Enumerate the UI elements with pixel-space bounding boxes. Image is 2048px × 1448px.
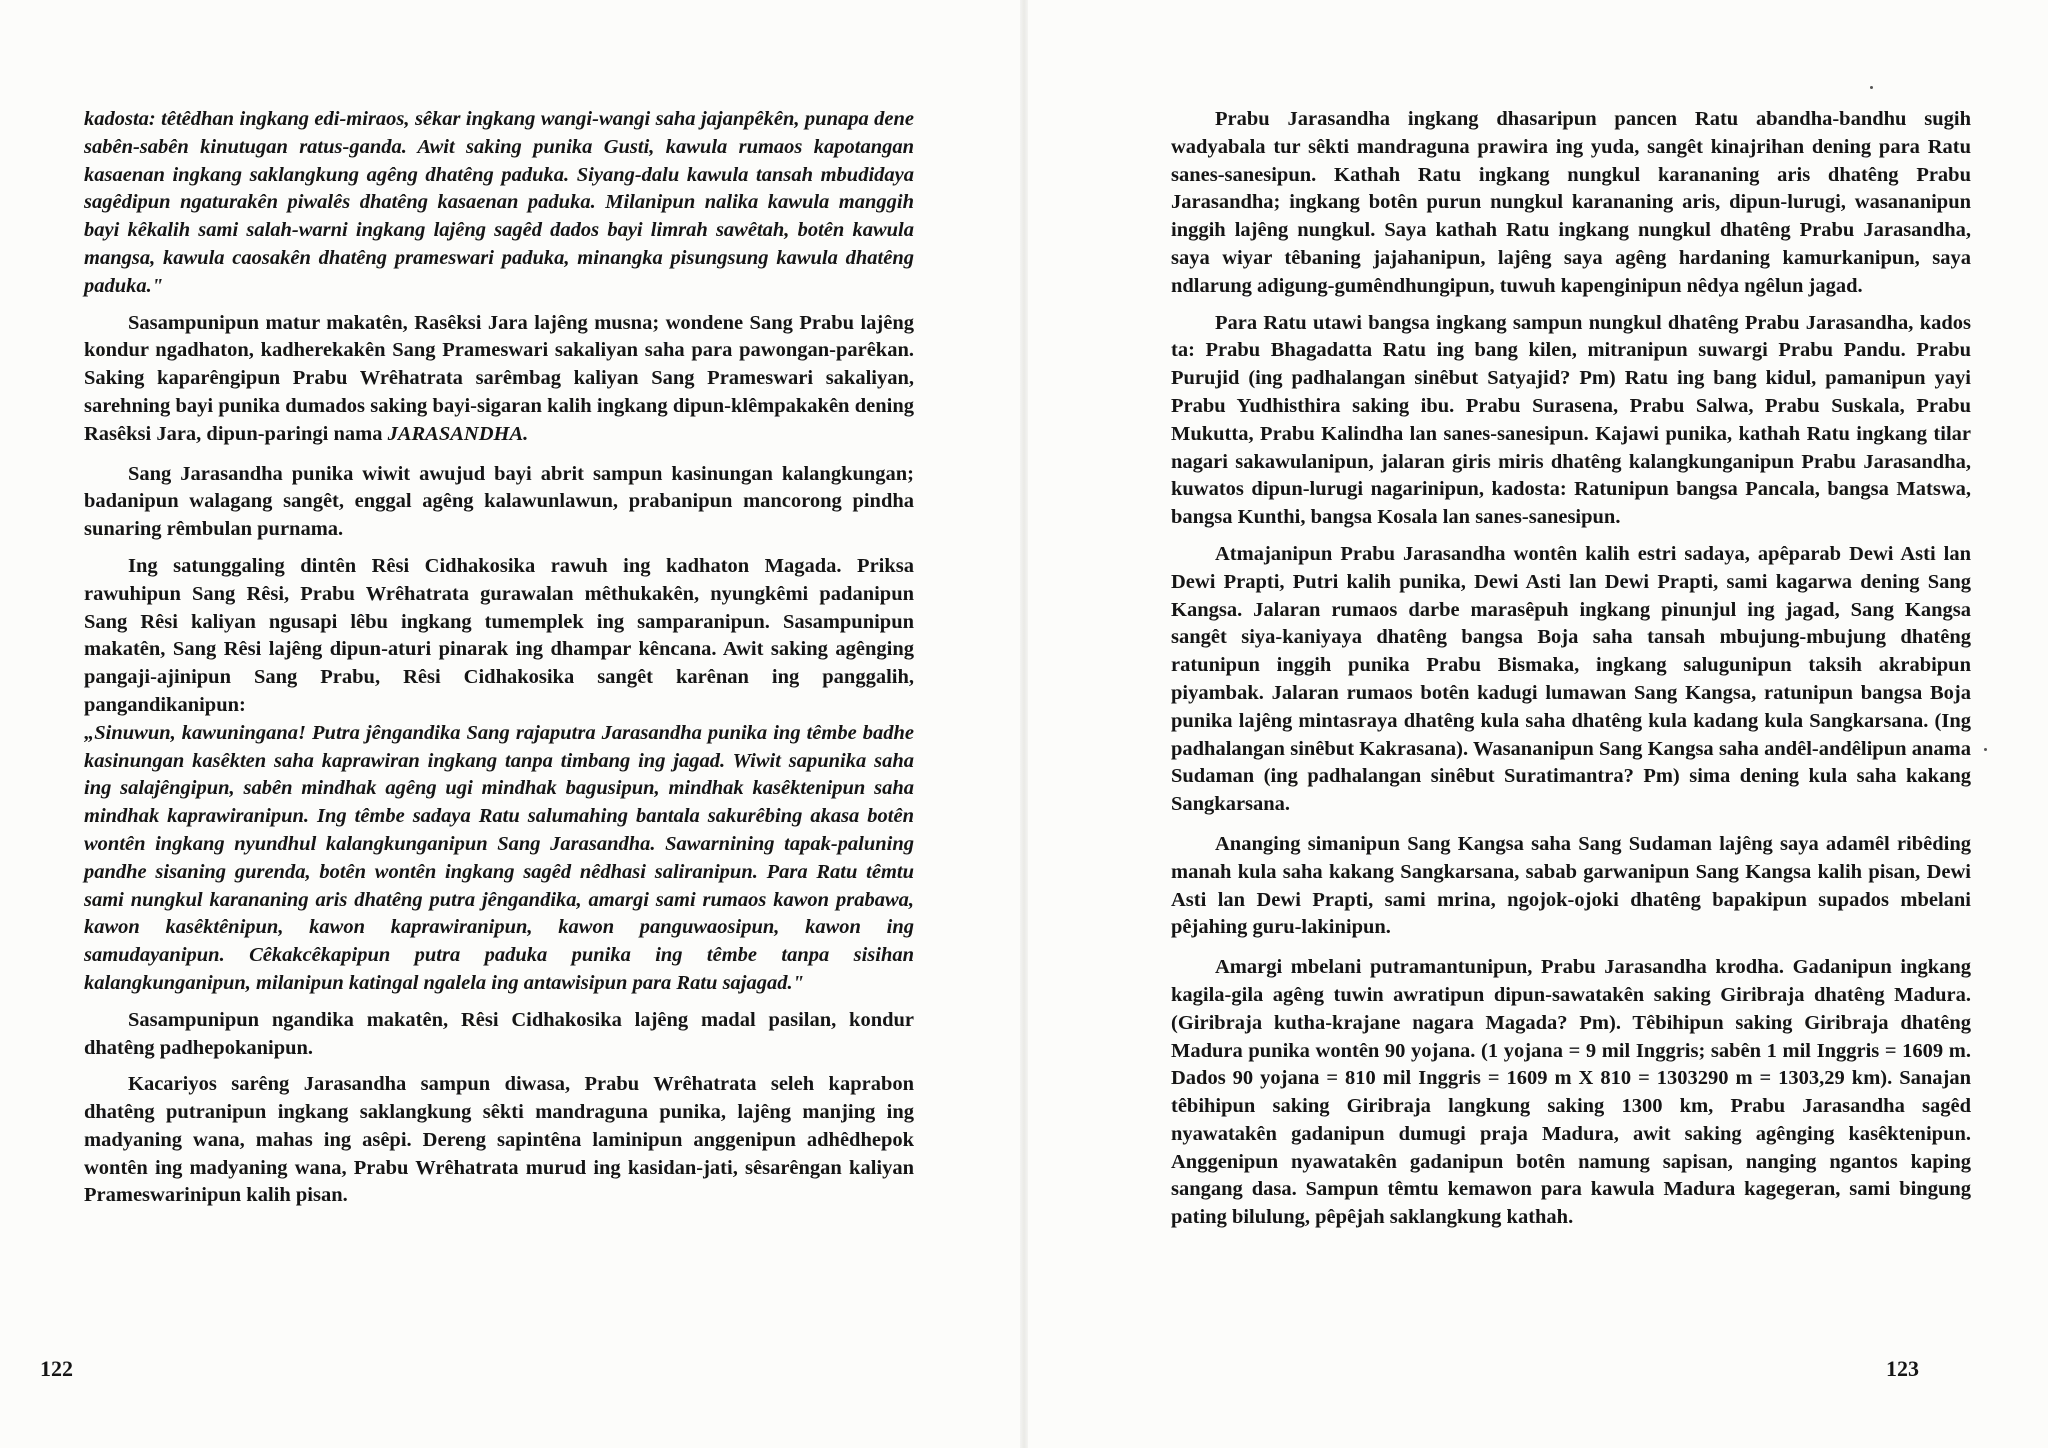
paragraph: Sang Jarasandha punika wiwit awujud bayi abrit sampun kasinungan kalangkungan; badanipun walagang sangêt, enggal agêng kalawunlawun, prabanipun mancorong pindha sunaring rêmbulan purnama. — [84, 462, 914, 541]
paragraph-text: Sasampunipun matur makatên, Rasêksi Jara lajêng musna; wondene Sang Prabu lajêng kondur ngadhaton, kadherekakên Sang Prameswari sakaliyan saha para pawongan-parêkan. Saking kaparêngipun Prabu Wrêhatrata sarêmbag kaliyan Sang Prameswari sakaliyan, sarehning bayi punika dumados saking bayi-sigaran kalih ingkang dipun-klêmpakakên dening Rasêksi Jara, dipun-paringi nama — [84, 311, 914, 445]
paragraph-group — [84, 553, 914, 998]
paragraph — [84, 310, 914, 449]
name-highlight: JARASANDHA. — [387, 422, 529, 445]
scan-speck — [1870, 86, 1873, 89]
quoted-speech: „Sinuwun, kawuningana! Putra jêngandika Sang rajaputra Jarasandha punika ing têmbe badhe kasinungan kasêkten saha kaprawiran ingkang tanpa timbang ing jagad. Wiwit sapunika saha ing salajêngipun, sabên mindhak agêng ugi mindhak bagusipun, mindhak kasêktenipun saha mindhak kaprawiranipun. Ing têmbe sadaya Ratu salumahing bantala sakurêbing akasa botên wontên ingkang nyundhul kalangkunganipun Sang Jarasandha. Sawarnining tapak-paluning pandhe sisaning gurenda, botên wontên ingkang sagêd nêdhasi saliranipun. Para Ratu têmtu sami nungkul karananing aris dhatêng putra jêngandika, amargi sami rumaos kawon prabawa, kawon kasêktênipun, kawon kaprawiranipun, kawon panguwaosipun, kawon ing samudayanipun. Cêkakcêkapipun putra paduka punika ing têmbe tanpa sisihan kalangkunganipun, milanipun katingal ngalela ing antawisipun para Ratu sajagad." — [84, 721, 914, 994]
paragraph: Sasampunipun ngandika makatên, Rêsi Cidhakosika lajêng madal pasilan, kondur dhatêng padhepokanipun. — [84, 1008, 914, 1059]
right-page-text — [1171, 106, 1971, 1241]
paragraph: Ing satunggaling dintên Rêsi Cidhakosika rawuh ing kadhaton Magada. Priksa rawuhipun Sang Rêsi, Prabu Wrêhatrata gurawalan mêthukakên, nyungkêmi padanipun Sang Rêsi kaliyan ngusapi lêbu ingkang tumemplek ing samparanipun. Sasampunipun makatên, Sang Rêsi lajêng dipun-aturi pinarak ing dhampar kêncana. Awit saking agênging pangaji-ajinipun Sang Prabu, Rêsi Cidhakosika sangêt karênan ing panggalih, pangandikanipun: — [84, 554, 914, 716]
right-page — [1024, 0, 2048, 1448]
left-page-text — [84, 106, 914, 1219]
paragraph: Amargi mbelani putramantunipun, Prabu Jarasandha krodha. Gadanipun ingkang kagila-gila agêng tuwin awratipun dipun-sawatakên saking Giribraja dhatêng Madura. (Giribraja kutha-krajane nagara Magada? Pm). Têbihipun saking Giribraja dhatêng Madura punika wontên 90 yojana. (1 yojana = 9 mil Inggris; sabên 1 mil Inggris = 1609 m. Dados 90 yojana = 810 mil Inggris = 1609 m X 810 = 1303290 m = 1303,29 km). Sanajan têbihipun saking Giribraja langkung saking 1300 km, Prabu Jarasandha sagêd nyawatakên gadanipun dumugi praja Madura, awit saking agênging kasêktenipun. Anggenipun nyawatakên gadanipun botên namung sapisan, nanging ngantos kaping sangang dasa. Sampun têmtu kemawon para kawula Madura kagegeran, sami bingung pating bilulung, pêpêjah saklangkung kathah. — [1171, 956, 1971, 1229]
paragraph: Ananging simanipun Sang Kangsa saha Sang Sudaman lajêng saya adamêl ribêding manah kula saha kakang Sangkarsana, sabab garwanipun Sang Kangsa kalih pisan, Dewi Asti lan Dewi Prapti, sami mrina, ngojok-ojoki dhatêng bapakipun supados mbelani pêjahing guru-lakinipun. — [1171, 832, 1971, 939]
paragraph: Kacariyos sarêng Jarasandha sampun diwasa, Prabu Wrêhatrata seleh kaprabon dhatêng putranipun ingkang saklangkung sêkti mandraguna punika, lajêng manjing ing madyaning wana, mahas ing asêpi. Dereng sapintêna laminipun anggenipun adhêdhepok wontên ing madyaning wana, Prabu Wrêhatrata murud ing kasidan-jati, sêsarêngan kaliyan Prameswarinipun kalih pisan. — [84, 1073, 914, 1207]
paragraph: Prabu Jarasandha ingkang dhasaripun pancen Ratu abandha-bandhu sugih wadyabala tur sêkti mandraguna prawira ing yuda, sangêt kinajrihan dening para Ratu sanes-sanesipun. Kathah Ratu ingkang nungkul karananing aris dhatêng Prabu Jarasandha; ingkang botên purun nungkul karananing aris, dipun-lurugi, wasananipun inggih lajêng nungkul. Saya kathah Ratu ingkang nungkul dhatêng Prabu Jarasandha, saya wiyar têbaning jajahanipun, lajêng saya agêng hardaning kamurkanipun, saya ndlarung adigung-gumêndhungipun, tuwuh kapenginipun nêdya ngêlun jagad. — [1171, 108, 1971, 297]
paragraph: Para Ratu utawi bangsa ingkang sampun nungkul dhatêng Prabu Jarasandha, kados ta: Prabu Bhagadatta Ratu ing bang kilen, mitranipun suwargi Prabu Pandu. Prabu Purujid (ing padhalangan sinêbut Satyajid? Pm) Ratu ing bang kidul, pamanipun yayi Prabu Yudhisthira saking ibu. Prabu Surasena, Prabu Salwa, Prabu Suskala, Prabu Mukutta, Prabu Kalindha lan sanes-sanesipun. Kajawi punika, kathah Ratu ingkang tilar nagari sakawulanipun, jalaran giris miris dhatêng kalangkunganipun Prabu Jarasandha, kuwatos dipun-lurugi nagarinipun, kadosta: Ratunipun bangsa Pancala, bangsa Matswa, bangsa Kunthi, bangsa Kosala lan sanes-sanesipun. — [1171, 311, 1971, 529]
scan-speck — [1984, 748, 1987, 751]
paragraph: kadosta: têtêdhan ingkang edi-miraos, sêkar ingkang wangi-wangi saha jajanpêkên, punapa dene sabên-sabên kinutugan ratus-ganda. Awit saking punika Gusti, kawula rumaos kapotangan kasaenan ingkang saklangkung agêng dhatêng paduka. Siyang-dalu kawula tansah mbudidaya sagêdipun ngaturakên piwalês dhatêng kasaenan paduka. Milanipun nalika kawula manggih bayi kêkalih sami salah-warni ingkang lajêng sagêd dados bayi limrah sawêtah, botên kawula mangsa, kawula caosakên dhatêng prameswari paduka, minangka pisungsung kawula dhatêng paduka." — [84, 108, 914, 297]
page-number: 123 — [1886, 1356, 1919, 1381]
page-number: 122 — [40, 1356, 73, 1381]
paragraph: Atmajanipun Prabu Jarasandha wontên kalih estri sadaya, apêparab Dewi Asti lan Dewi Prapti, Putri kalih punika, Dewi Asti lan Dewi Prapti, sami kagarwa dening Sang Kangsa. Jalaran rumaos darbe marasêpuh ingkang pinunjul ing jagad, Sang Kangsa sangêt siya-kaniyaya dhatêng bangsa Boja saha tansah mbujung-mbujung dhatêng ratunipun inggih punika Prabu Bismaka, ingkang salugunipun taksih akrabipun piyambak. Jalaran rumaos botên kadugi lumawan Sang Kangsa, ratunipun bangsa Boja punika lajêng mintasraya dhatêng kula saha dhatêng kula kadang kula Sangkarsana. (Ing padhalangan sinêbut Kakrasana). Wasananipun Sang Kangsa saha andêl-andêlipun anama Sudaman (ing padhalangan sinêbut Suratimantra? Pm) sima dening kula saha kakang Sangkarsana. — [1171, 542, 1971, 816]
